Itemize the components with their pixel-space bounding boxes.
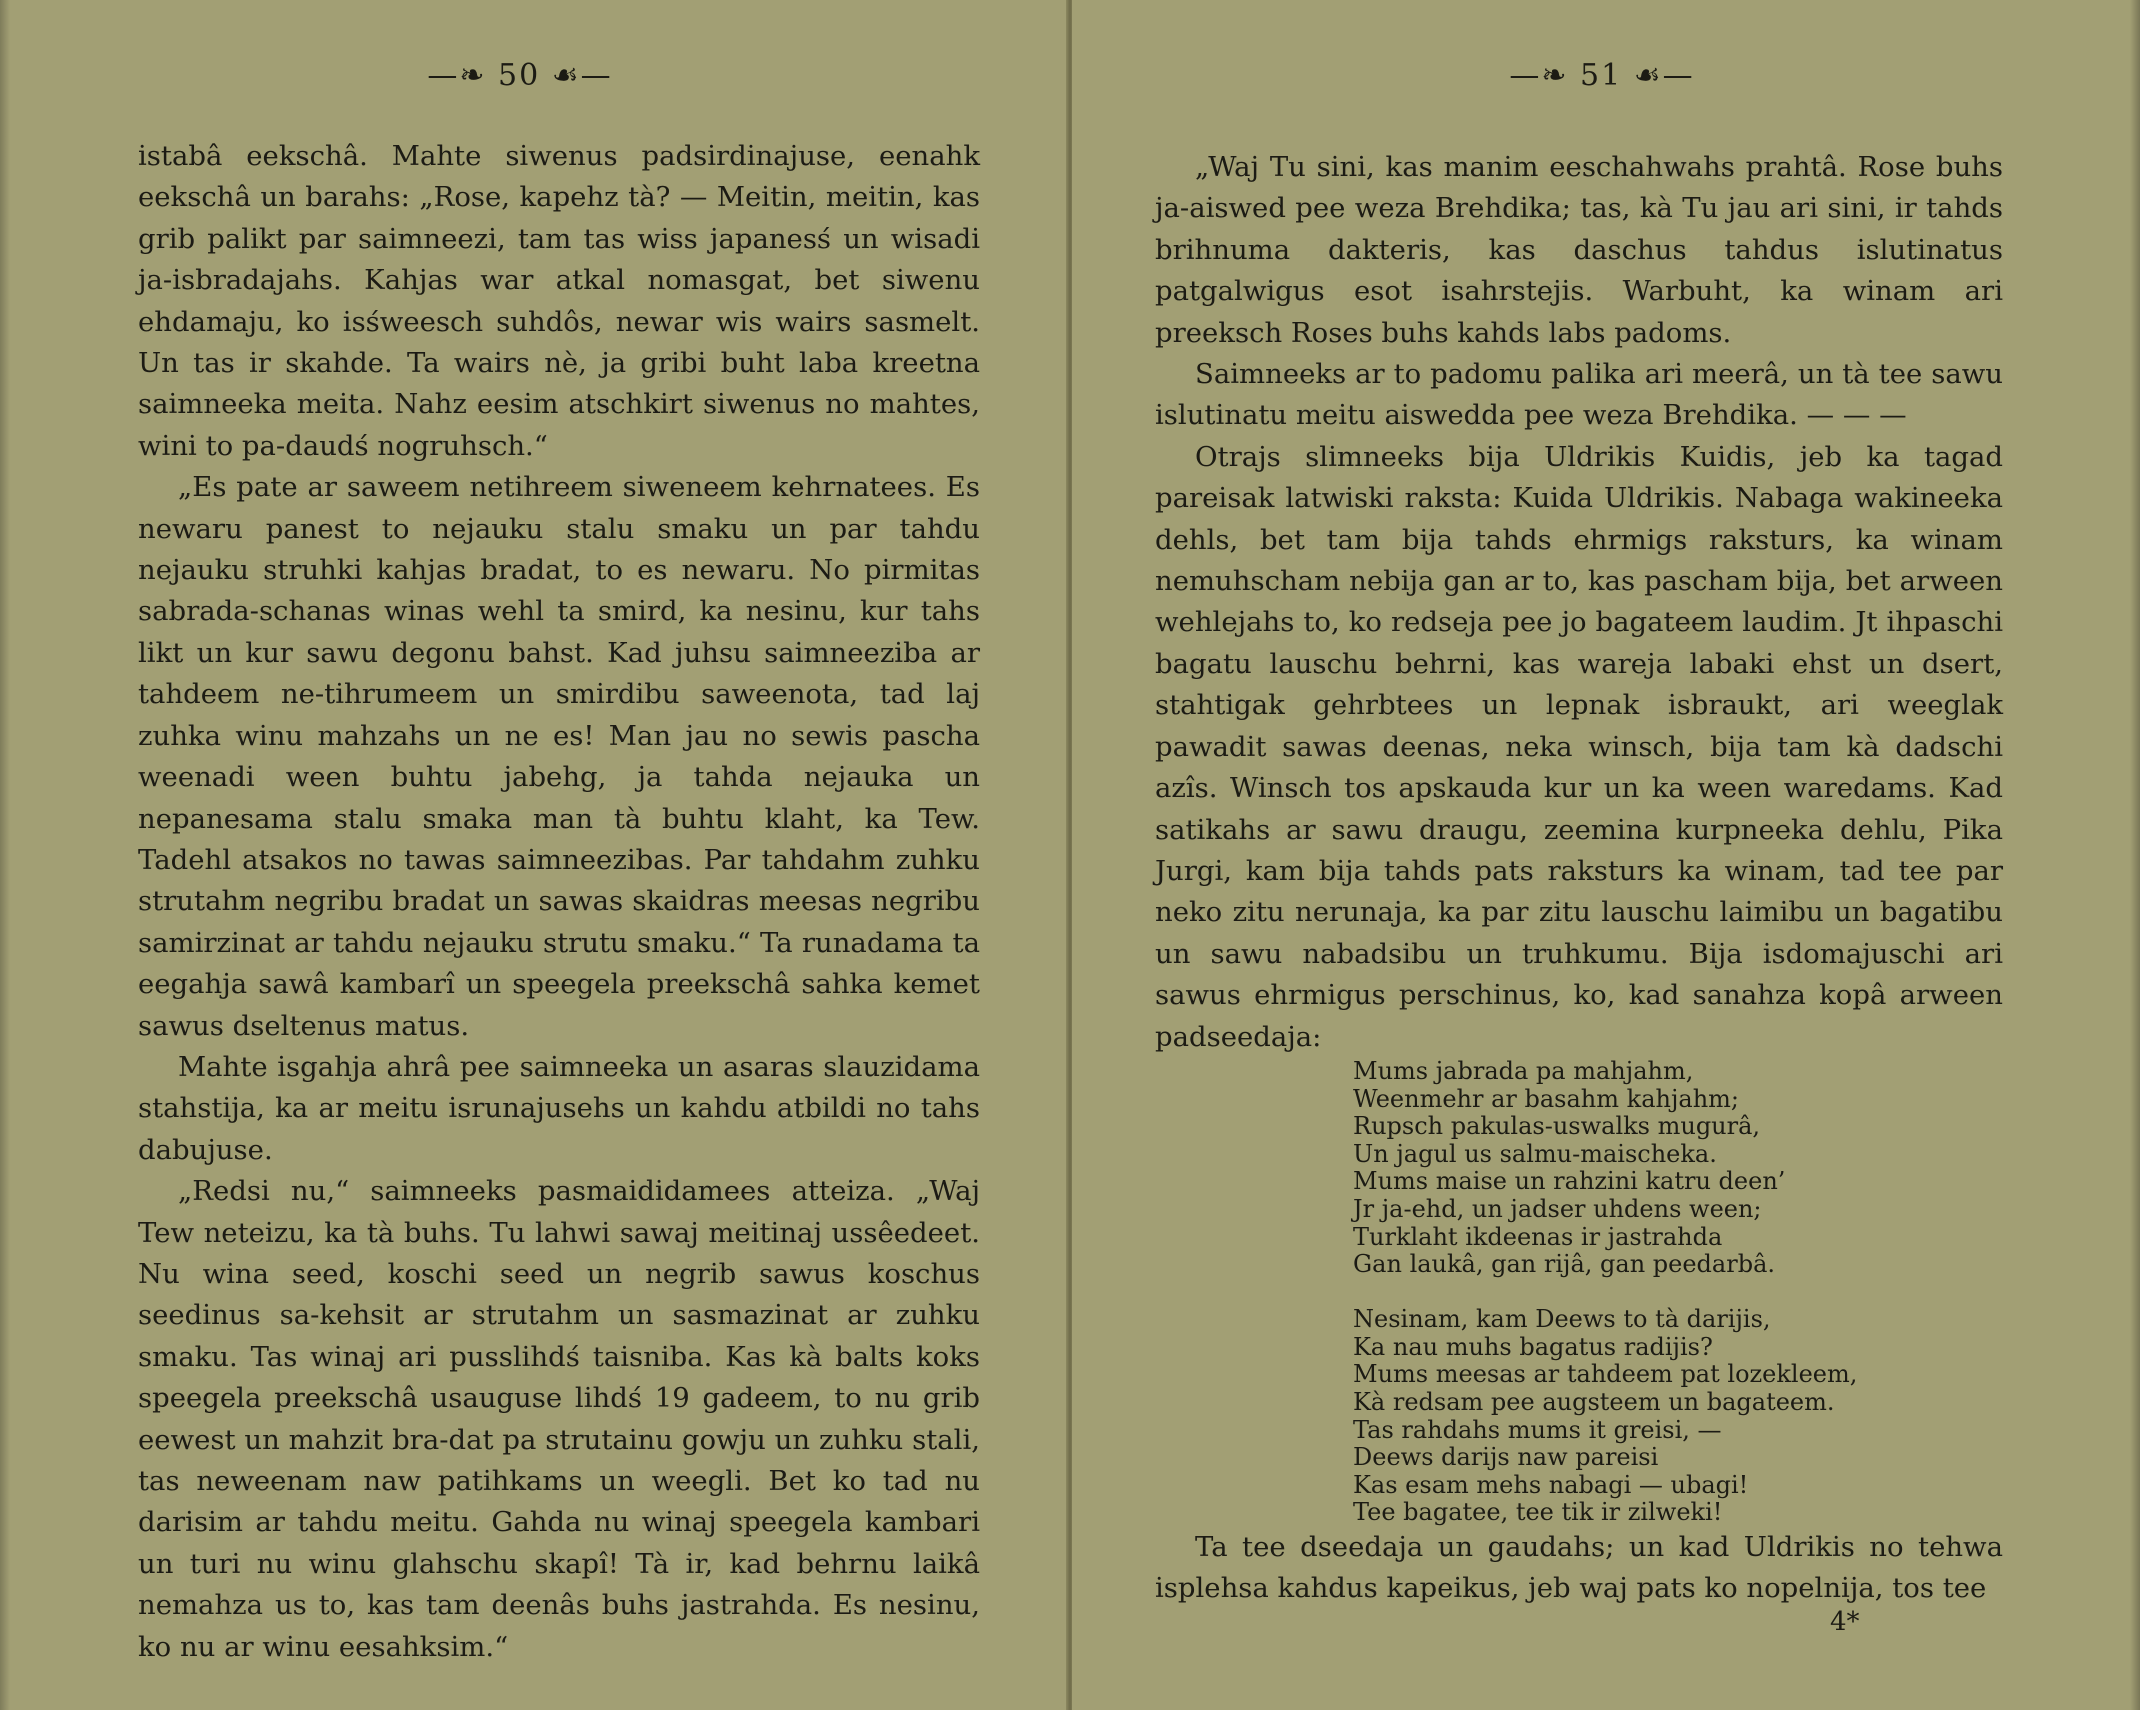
page-edge-shadow: [0, 0, 10, 1710]
poem-line: Turklaht ikdeenas ir jastrahda: [1353, 1222, 1723, 1251]
poem-line: Kas esam mehs nabagi — ubagi!: [1353, 1470, 1749, 1499]
poem: [1353, 1058, 2003, 1527]
paragraph: „Waj Tu sini, kas manim eeschahwahs prahtâ. Rose buhs ja-aiswed pee weza Brehdika; tas, kà Tu jau ari sini, ir tahds brihnuma dakteris, kas daschus tahdus islutinatus patgalwigus esot isahrstejis. Warbuht, ka winam ari preeksch Roses buhs kahds labs padoms.: [1155, 151, 2003, 349]
paragraph: „Redsi nu,“ saimneeks pasmaididamees atteiza. „Waj Tew neteizu, ka tà buhs. Tu lahwi sawaj meitinaj ussêedeet. Nu wina seed, koschi seed un negrib sawus koschus seedinus sa-kehsit ar strutahm un sasmazinat ar zuhku smaku. Tas winaj ari pusslihdś taisniba. Kas kà balts koks speegela preekschâ usauguse lihdś 19 gadeem, to nu grib eewest un mahzit bra-dat pa strutainu gowju un zuhku stali, tas neweenam naw patihkams un weegli. Bet ko tad nu darisim ar tahdu meitu. Gahda nu winaj speegela kambari un turi nu winu glahschu skapî! Tà ir, kad behrnu laikâ nemahza us to, kas tam deenâs buhs jastrahda. Es nesinu, ko nu ar winu eesahksim.“: [138, 1175, 980, 1663]
paragraph: „Es pate ar saweem netihreem siweneem kehrnatees. Es newaru panest to nejauku stalu smaku un par tahdu nejauku struhki kahjas bradat, to es newaru. No pirmitas sabrada-schanas winas wehl ta smird, ka nesinu, kur tahs likt un kur sawu degonu bahst. Kad juhsu saimneeziba ar tahdeem ne-tihrumeem un smirdibu saweenota, tad laj zuhka winu mahzahs un ne es! Man jau no sewis pascha weenadi ween buhtu jabehg, ja tahda nejauka un nepanesama stalu smaka man tà buhtu klaht, ka Tew. Tadehl atsakos no tawas saimneezibas. Par tahdahm zuhku strutahm negribu bradat un sawas skaidras meesas negribu samirzinat ar tahdu nejauku strutu smaku.“ Ta runadama ta eegahja sawâ kambarî un speegela preekschâ sahka kemet sawus dseltenus matus.: [138, 471, 980, 1042]
stanza-break: [1353, 1279, 2003, 1307]
page-number: —❧ 50 ☙—: [427, 58, 613, 93]
poem-line: Weenmehr ar basahm kahjahm;: [1353, 1084, 1740, 1113]
poem-line: Rupsch pakulas-uswalks mugurâ,: [1353, 1112, 1761, 1141]
paragraph: Otrajs slimneeks bija Uldrikis Kuidis, jeb ka tagad pareisak latwiski rakstа: Kuida Uldrikis. Nabaga wakineeka dehls, bet tam bija tahds ehrmigs raksturs, ka winam nemuhscham nebija gan ar to, kas pascham bija, bet arween wehlejahs to, ko redseja pee jo bagateem laudim. Jt ihpaschi bagatu lauschu behrni, kas wareja labaki ehst un dsert, stahtigak gehrbtees un lepnak isbraukt, ari weeglak pawadit sawas deenas, neka winsch, bija tam kà dadschi azîs. Winsch tos apskauda kur un ka ween waredams. Kad satikahs ar sawu draugu, zeemina kurpneeka dehlu, Pika Jurgi, kam bija tahds pats raksturs ka winam, tad tee par neko zitu nerunaja, ka par zitu lauschu laimibu un bagatibu un sawu nabadsibu un truhkumu. Bija isdomajuschi ari sawus ehrmigus perschinus, ko, kad sanahza kopâ arween padseedaja:: [1155, 440, 2003, 1053]
poem-line: Gan laukâ, gan rijâ, gan peedarbâ.: [1353, 1250, 1776, 1279]
paragraph: Mahte isgahja ahrâ pee saimneeka un asaras slauzidama stahstija, ka ar meitu isrunajusehs un kahdu atbildi no tahs dabujuse.: [138, 1050, 980, 1166]
poem-line: Mums jabrada pa mahjahm,: [1353, 1056, 1694, 1085]
page-edge-shadow: [2130, 0, 2140, 1710]
page-number: —❧ 51 ☙—: [1509, 58, 1695, 93]
poem-line: Mums maise un rahzini katru deen’: [1353, 1167, 1786, 1196]
poem-line: Deews darijs naw pareisi: [1353, 1443, 1659, 1472]
page-body-text: [1155, 147, 2003, 1610]
poem-line: Tas rahdahs mums it greisi, —: [1353, 1415, 1722, 1444]
poem-line: Jr ja-ehd, un jadser uhdens ween;: [1353, 1194, 1762, 1223]
poem-line: Ka nau muhs bagatus radijis?: [1353, 1332, 1713, 1361]
right-page: [1072, 0, 2140, 1710]
poem-line: Tee bagatee, tee tik ir zilweki!: [1353, 1498, 1723, 1527]
left-page: [0, 0, 1068, 1710]
poem-line: Kà redsam pee augsteem un bagateem.: [1353, 1388, 1835, 1417]
paragraph: istabâ eekschâ. Mahte siwenus padsirdinajuse, eenahk eekschâ un barahs: „Rose, kapehz tà? — Meitin, meitin, kas grib palikt par saimneezi, tam tas wiss japanesś un wisadi ja-isbradajahs. Kahjas war atkal nomasgat, bet siwenu ehdamaju, ko isśweesch suhdôs, newar wis wairs sasmelt. Un tas ir skahde. Ta wairs nè, ja gribi buht laba kreetna saimneeka meita. Nahz eesim atschkirt siwenus no mahtes, wini to pa-daudś nogruhsch.“: [138, 140, 980, 462]
poem-line: Nesinam, kam Deews to tà darijis,: [1353, 1305, 1771, 1334]
page-body-text: [138, 136, 980, 1668]
paragraph: Ta tee dseedaja un gaudahs; un kad Uldrikis no tehwa isplehsa kahdus kapeikus, jeb waj pats ko nopelnija, tos tee: [1155, 1531, 2003, 1605]
paragraph: Saimneeks ar to padomu palika ari meerâ, un tà tee sawu islutinatu meitu aiswedda pee weza Brehdika. — — —: [1155, 358, 2003, 432]
poem-line: Mums meesas ar tahdeem pat lozekleem,: [1353, 1360, 1858, 1389]
poem-line: Un jagul us salmu-maischeka.: [1353, 1139, 1717, 1168]
signature-mark: 4*: [1830, 1607, 1860, 1637]
